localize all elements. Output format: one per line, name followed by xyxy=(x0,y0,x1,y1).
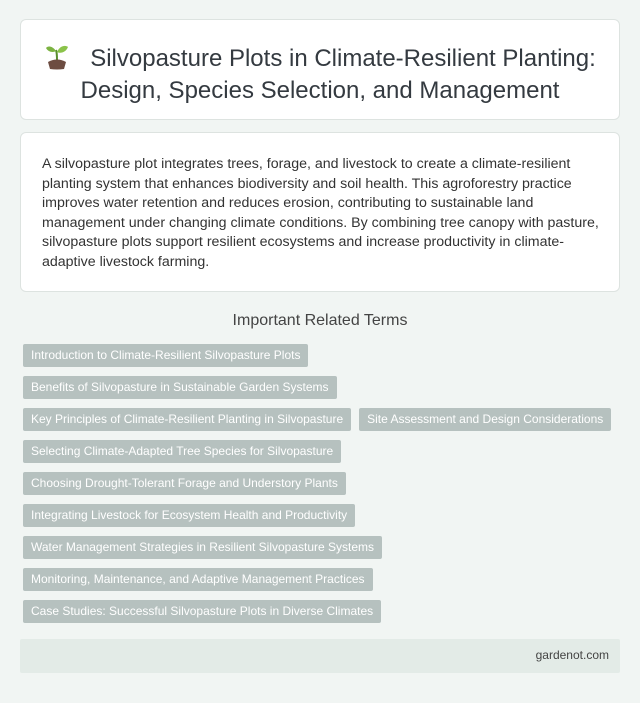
intro-paragraph: A silvopasture plot integrates trees, forage, and livestock to create a climate-resilient planting system that enhances biodiversity and soil health. This agroforestry practice improves water retention and reduces erosion, contributing to sustainable land management under changing climate conditions. By combining tree canopy with pasture, silvopasture plots support resilient ecosystems and increase productivity in climate-adaptive livestock farming. xyxy=(42,156,599,270)
term-tag[interactable]: Monitoring, Maintenance, and Adaptive Management Practices xyxy=(23,568,373,591)
term-tag[interactable]: Case Studies: Successful Silvopasture Plots in Diverse Climates xyxy=(23,600,381,623)
related-terms-heading: Important Related Terms xyxy=(232,312,408,329)
term-tag[interactable]: Benefits of Silvopasture in Sustainable Garden Systems xyxy=(23,376,337,399)
footer-site-link[interactable]: gardenot.com xyxy=(535,648,609,662)
term-tag[interactable]: Introduction to Climate-Resilient Silvopasture Plots xyxy=(23,344,308,367)
term-tag[interactable]: Integrating Livestock for Ecosystem Health and Productivity xyxy=(23,504,355,527)
title-card xyxy=(20,19,620,120)
term-tag[interactable]: Choosing Drought-Tolerant Forage and Understory Plants xyxy=(23,472,346,495)
related-terms-list xyxy=(23,344,618,623)
sprout-icon xyxy=(44,42,70,70)
intro-card xyxy=(20,132,620,292)
footer xyxy=(20,639,620,673)
term-tag[interactable]: Key Principles of Climate-Resilient Planting in Silvopasture xyxy=(23,408,351,431)
term-tag[interactable]: Site Assessment and Design Considerations xyxy=(359,408,611,431)
term-tag[interactable]: Water Management Strategies in Resilient Silvopasture Systems xyxy=(23,536,382,559)
term-tag[interactable]: Selecting Climate-Adapted Tree Species for Silvopasture xyxy=(23,440,341,463)
page-title xyxy=(21,42,619,107)
title-line-1: Silvopasture Plots in Climate-Resilient Planting: xyxy=(90,45,596,72)
title-line-2: Design, Species Selection, and Management xyxy=(80,77,560,104)
